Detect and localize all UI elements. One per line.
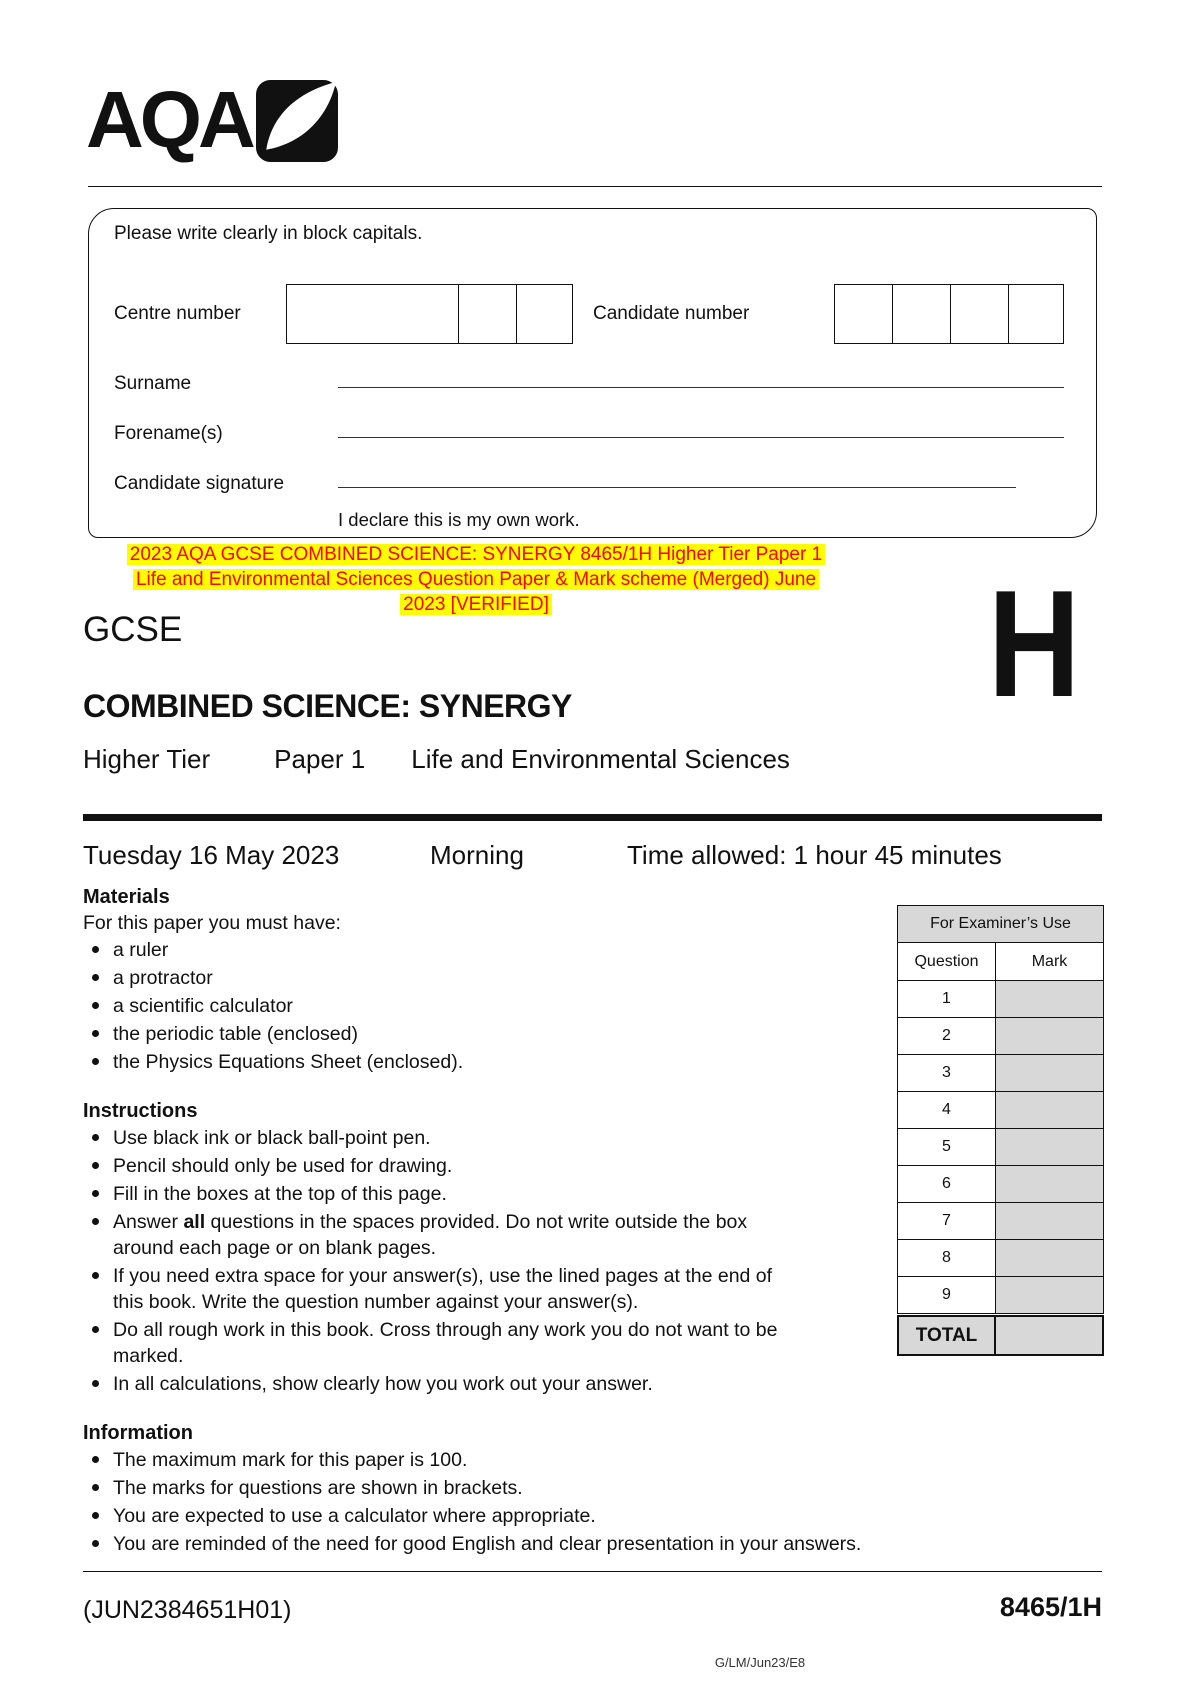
instructions-list [83,1124,783,1398]
centre-number-cell[interactable] [458,285,516,343]
mark-cell[interactable] [996,1018,1103,1054]
candidate-details-box [88,208,1097,538]
time-allowed: Time allowed: 1 hour 45 minutes [627,840,1002,870]
list-item: The marks for questions are shown in brackets. [83,1474,1063,1502]
tier-paper-line [83,744,790,775]
examiner-table-header [898,943,1103,981]
total-label: TOTAL [899,1317,996,1354]
footer-divider [83,1571,1102,1572]
top-divider [88,186,1102,187]
paper-number: Paper 1 [274,744,366,774]
mark-cell[interactable] [996,1203,1103,1239]
mark-column-header: Mark [1031,952,1068,970]
list-item: a protractor [83,964,783,992]
list-item: Pencil should only be used for drawing. [83,1152,783,1180]
examiner-use-table [897,905,1104,1314]
information-heading: Information [83,1422,193,1444]
table-row: 1 [898,981,1103,1018]
session-row [83,840,1102,870]
exam-date: Tuesday 16 May 2023 [83,840,340,870]
list-item: In all calculations, show clearly how you work out your answer. [83,1370,783,1398]
centre-number-box[interactable] [286,284,573,344]
centre-number-label: Centre number [114,303,241,324]
paper-reference: 8465/1H [999,1592,1102,1622]
tier-letter: H [988,559,1081,729]
mark-cell[interactable] [996,1277,1103,1313]
title-divider [83,814,1102,821]
footer-series-code: (JUN2384651H01) [83,1596,292,1624]
subject-title: COMBINED SCIENCE: SYNERGY [83,688,572,724]
forenames-label: Forename(s) [114,423,223,444]
candidate-number-box[interactable] [834,284,1064,344]
list-item: Answer all questions in the spaces provided. Do not write outside the box around each page or on blank pages. [83,1208,783,1262]
watermark-line: 2023 [VERIFIED] [400,594,552,615]
signature-label: Candidate signature [114,473,285,494]
watermark-line: 2023 AQA GCSE COMBINED SCIENCE: SYNERGY 8465/1H Higher Tier Paper 1 [127,544,825,565]
list-item: a ruler [83,936,783,964]
list-item: the periodic table (enclosed) [83,1020,783,1048]
watermark-line: Life and Environmental Sciences Question Paper & Mark scheme (Merged) June [133,569,819,590]
mark-cell[interactable] [996,1092,1103,1128]
candidate-number-label: Candidate number [593,303,750,324]
surname-label: Surname [114,373,192,394]
centre-number-cell[interactable] [516,285,572,343]
list-item: If you need extra space for your answer(s), use the lined pages at the end of this book. Write the question number against your answer(s). [83,1262,783,1316]
tier-name: Higher Tier [83,744,211,774]
examiner-table-title: For Examiner’s Use [898,906,1103,943]
materials-intro: For this paper you must have: [83,912,341,934]
signature-input-line[interactable] [338,467,1016,488]
block-capitals-instruction: Please write clearly in block capitals. [114,223,423,244]
qualification-title: GCSE [83,610,183,649]
mark-cell[interactable] [996,981,1103,1017]
list-item: the Physics Equations Sheet (enclosed). [83,1048,783,1076]
emphasis-word: all [183,1211,206,1233]
table-row: 4 [898,1092,1103,1129]
mark-cell[interactable] [996,1240,1103,1276]
print-code: G/LM/Jun23/E8 [714,1655,806,1670]
mark-cell[interactable] [996,1166,1103,1202]
candidate-number-cell[interactable] [1008,285,1063,343]
list-item: You are reminded of the need for good English and clear presentation in your answers. [83,1530,1063,1558]
table-row: 6 [898,1166,1103,1203]
candidate-number-cell[interactable] [950,285,1008,343]
question-column-header: Question [898,943,996,980]
mark-cell[interactable] [996,1055,1103,1091]
table-row: 8 [898,1240,1103,1277]
mark-cell[interactable] [996,1129,1103,1165]
forenames-input-line[interactable] [338,417,1064,438]
list-item: a scientific calculator [83,992,783,1020]
aqa-logo-text: AQA [86,75,252,164]
table-row: 5 [898,1129,1103,1166]
list-item: Do all rough work in this book. Cross through any work you do not want to be marked. [83,1316,783,1370]
list-item: Use black ink or black ball-point pen. [83,1124,783,1152]
table-row: 2 [898,1018,1103,1055]
list-item: You are expected to use a calculator where appropriate. [83,1502,1063,1530]
centre-number-cell[interactable] [287,285,458,343]
aqa-leaf-icon [256,80,338,167]
exam-session: Morning [430,840,524,870]
table-row: 3 [898,1055,1103,1092]
paper-name: Life and Environmental Sciences [411,744,790,774]
table-row: 7 [898,1203,1103,1240]
candidate-number-cell[interactable] [835,285,892,343]
highlighted-watermark [83,542,869,617]
examiner-table-total-row [897,1315,1104,1356]
surname-input-line[interactable] [338,367,1064,388]
table-row: 9 [898,1277,1103,1313]
cover-text-column [83,884,862,1558]
instructions-heading: Instructions [83,1100,198,1122]
materials-list [83,936,783,1076]
materials-heading: Materials [83,886,170,908]
list-item: The maximum mark for this paper is 100. [83,1446,1063,1474]
declaration-text: I declare this is my own work. [338,509,580,530]
candidate-number-cell[interactable] [892,285,950,343]
list-item: Fill in the boxes at the top of this page. [83,1180,783,1208]
total-mark-cell[interactable] [996,1317,1102,1354]
information-list [83,1446,862,1558]
